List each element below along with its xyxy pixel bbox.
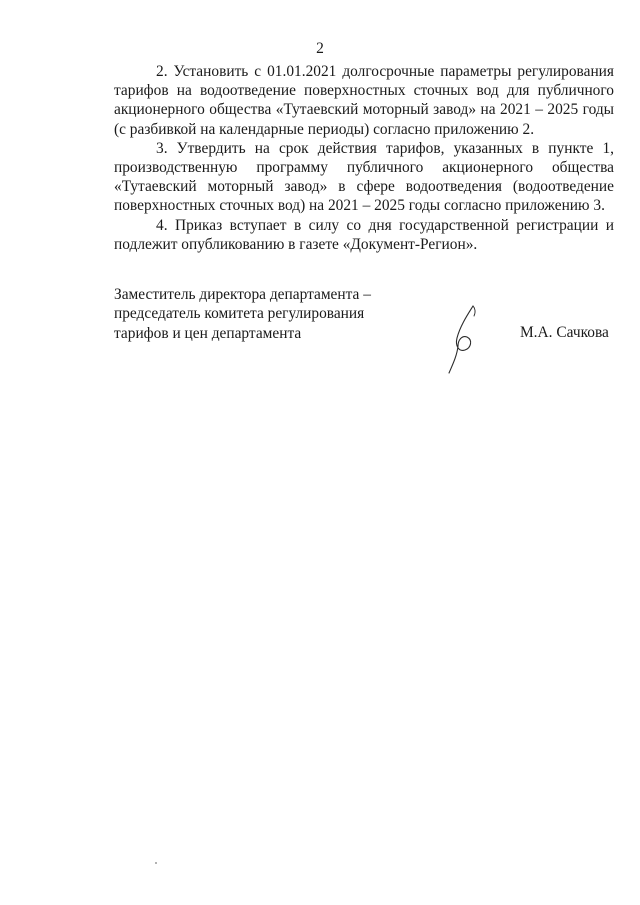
order-body	[114, 62, 614, 254]
paragraph-item-4: 4. Приказ вступает в силу со дня государственной регистрации и подлежит опубликованию в газете «Документ-Регион».	[114, 216, 614, 253]
paragraph-item-3: 3. Утвердить на срок действия тарифов, указанных в пункте 1, производственную программу публичного акционерного общества «Тутаевский моторный завод» в сфере водоотведения (водоотведение поверхностных сточных вод) на 2021 – 2025 годы согласно приложению 3.	[114, 139, 614, 215]
paragraph-item-2: 2. Установить с 01.01.2021 долгосрочные параметры регулирования тарифов на водоотведение поверхностных сточных вод для публичного акционерного общества «Тутаевский моторный завод» на 2021 – 2025 годы (с разбивкой на календарные периоды) согласно приложению 2.	[114, 63, 614, 138]
position-line: председатель комитета регулирования	[114, 305, 365, 323]
scan-artifact	[155, 862, 157, 864]
position-line: тарифов и цен департамента	[114, 324, 302, 342]
handwritten-signature	[440, 300, 500, 376]
signer-name: М.А. Сачкова	[520, 324, 609, 341]
page-number: 2	[316, 40, 324, 57]
position-line: Заместитель директора департамента –	[114, 286, 371, 303]
